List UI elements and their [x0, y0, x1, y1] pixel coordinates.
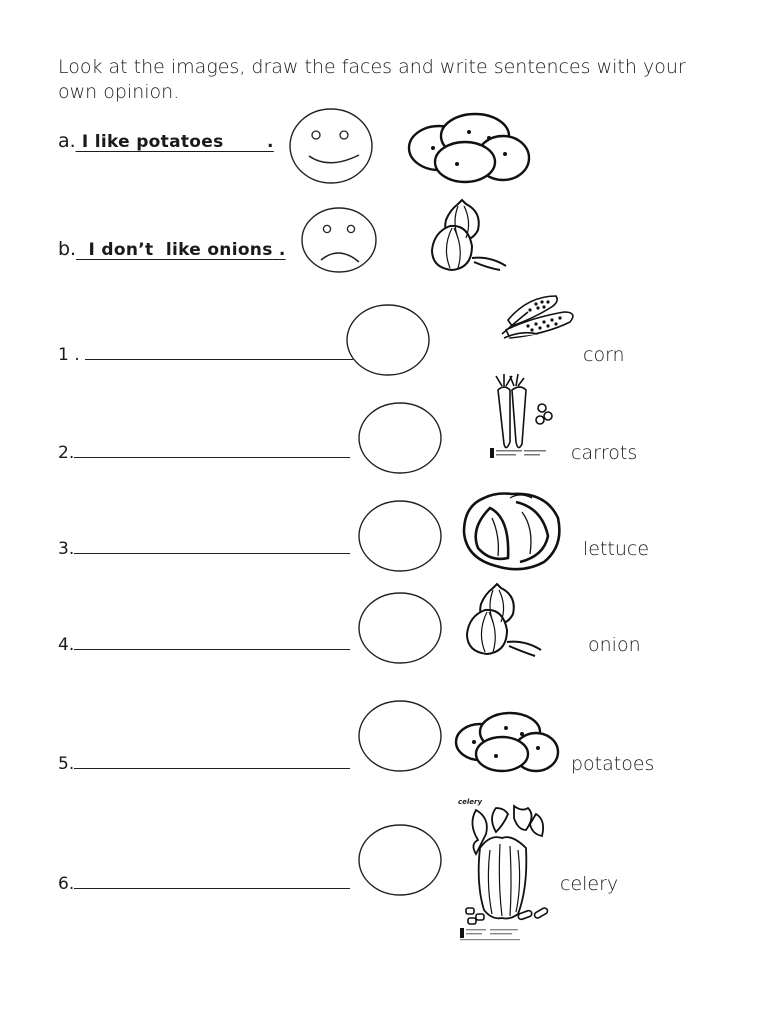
item-1-face-circle[interactable] — [346, 304, 432, 378]
example-b-answer: I don’t like onions . — [88, 240, 286, 260]
item-6-line — [58, 874, 350, 894]
item-2-face-circle[interactable] — [358, 402, 444, 476]
sad-face-icon — [301, 207, 381, 277]
item-3-line — [58, 539, 350, 559]
item-3-answer-blank[interactable] — [74, 539, 350, 554]
item-6-answer-blank[interactable] — [74, 874, 350, 889]
item-3-number: 3. — [58, 539, 75, 559]
item-6-label: celery — [560, 873, 619, 895]
item-6-number: 6. — [58, 874, 75, 894]
example-a-answer: I like potatoes . — [81, 132, 274, 152]
item-3-label: lettuce — [583, 538, 650, 560]
item-5-number: 5. — [58, 754, 75, 774]
corn-picture-icon — [498, 290, 588, 344]
item-1-answer-blank[interactable] — [85, 345, 353, 360]
lettuce-picture-icon — [460, 488, 564, 572]
celery-picture-caption: celery — [458, 798, 483, 806]
item-1-label: corn — [583, 344, 625, 366]
carrots-picture-icon — [488, 372, 560, 464]
item-5-label: potatoes — [571, 753, 655, 775]
item-5-answer-blank[interactable] — [74, 754, 350, 769]
item-2-line — [58, 443, 350, 463]
happy-face-icon — [289, 108, 379, 188]
onions-picture-icon — [428, 198, 510, 276]
item-2-answer-blank[interactable] — [74, 443, 350, 458]
item-4-label: onion — [588, 634, 641, 656]
item-4-answer-blank[interactable] — [74, 635, 350, 650]
item-2-label: carrots — [571, 442, 638, 464]
item-5-face-circle[interactable] — [358, 700, 444, 774]
example-b-line — [58, 238, 286, 260]
celery-picture-icon — [456, 804, 556, 942]
instructions-text: Look at the images, draw the faces and write sentences with your own opinion. — [58, 56, 686, 103]
example-b-prefix: b. — [58, 238, 77, 260]
item-1-line — [58, 345, 353, 365]
item-6-face-circle[interactable] — [358, 824, 444, 898]
item-4-line — [58, 635, 350, 655]
potatoes-picture-icon — [405, 108, 535, 188]
celery-picture — [456, 798, 556, 944]
item-4-number: 4. — [58, 635, 75, 655]
example-a-prefix: a. — [58, 130, 76, 152]
potatoes-2-picture-icon — [452, 708, 562, 778]
item-2-number: 2. — [58, 443, 75, 463]
onion-picture-icon — [463, 582, 545, 662]
item-1-number: 1 . — [58, 345, 80, 365]
example-a-line — [58, 130, 274, 152]
item-3-face-circle[interactable] — [358, 500, 444, 574]
item-5-line — [58, 754, 350, 774]
item-4-face-circle[interactable] — [358, 592, 444, 666]
